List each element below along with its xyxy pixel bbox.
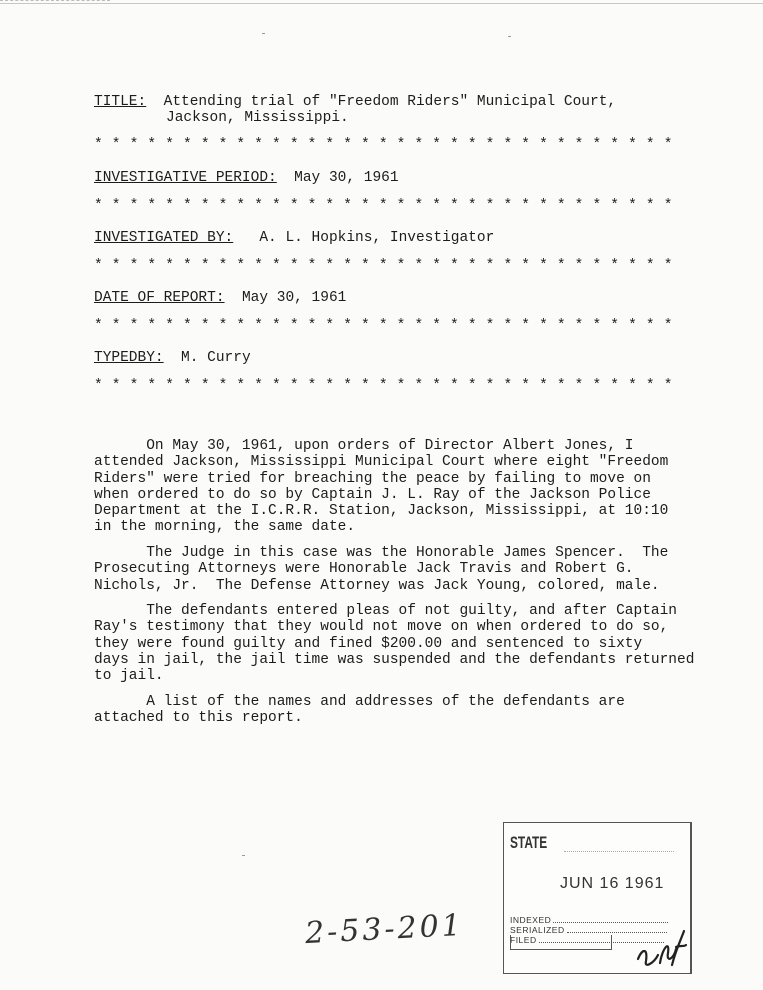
period-row <box>94 170 399 186</box>
title-line-2: Jackson, Mississippi. <box>166 110 349 126</box>
filing-stamp <box>503 822 692 974</box>
separator-4: * * * * * * * * * * * * * * * * * * * * * * * * * * * * * * * * * <box>94 318 673 334</box>
report-date-label: DATE OF REPORT: <box>94 290 225 306</box>
period-value: May 30, 1961 <box>294 170 399 186</box>
stamp-serialized-label: SERIALIZED <box>510 925 565 935</box>
title-line-1: Attending trial of "Freedom Riders" Municipal Court, <box>163 94 617 110</box>
separator-3: * * * * * * * * * * * * * * * * * * * * * * * * * * * * * * * * * <box>94 258 673 274</box>
separator-2: * * * * * * * * * * * * * * * * * * * * * * * * * * * * * * * * * <box>94 198 673 214</box>
separator-1: * * * * * * * * * * * * * * * * * * * * * * * * * * * * * * * * * <box>94 137 673 153</box>
stamp-box <box>510 935 612 950</box>
title-row <box>94 94 616 110</box>
typed-by-row <box>94 350 251 366</box>
title-label: TITLE: <box>94 94 147 110</box>
stamp-title: STATE <box>510 833 548 852</box>
typed-by-label: TYPEDBY: <box>94 350 164 366</box>
stamp-date: JUN 16 1961 <box>560 875 665 892</box>
top-edge-rule <box>0 3 763 4</box>
paragraph-2: The Judge in this case was the Honorable James Spencer. The Prosecuting Attorneys were Honorable Jack Travis and Robert G. Nichols, Jr. The Defense Attorney was Jack Young, colored, male. <box>94 545 669 594</box>
handwritten-initials-icon <box>632 919 688 971</box>
investigator-row <box>94 230 494 246</box>
investigator-label: INVESTIGATED BY: <box>94 230 234 246</box>
paper-speck <box>508 36 511 37</box>
paper-speck <box>242 855 245 856</box>
typed-by-value: M. Curry <box>181 350 251 366</box>
stamp-faint-text <box>564 835 674 852</box>
paragraph-1: On May 30, 1961, upon orders of Director Albert Jones, I attended Jackson, Mississippi Municipal Court where eight "Freedom Riders" were tried for breaching the peace by failing to move on when ordered to do so by Captain J. L. Ray of the Jackson Police Department at the I.C.R.R. Station, Jackson, Mississippi, at 10:10 in the morning, the same date. <box>94 438 669 536</box>
separator-5: * * * * * * * * * * * * * * * * * * * * * * * * * * * * * * * * * <box>94 378 673 394</box>
handwritten-file-number: 2-53-201 <box>304 907 465 952</box>
paragraph-3: The defendants entered pleas of not guilty, and after Captain Ray's testimony that they would not move on when ordered to do so, they were found guilty and fined $200.00 and sentenced to sixty days in jail, the jail time was suspended and the defendants returned to jail. <box>94 603 695 685</box>
investigator-value: A. L. Hopkins, Investigator <box>259 230 495 246</box>
report-date-value: May 30, 1961 <box>241 290 347 306</box>
stamp-indexed-label: INDEXED <box>510 915 552 925</box>
stamp-filed-label: FILED <box>510 935 537 945</box>
period-label: INVESTIGATIVE PERIOD: <box>94 170 277 186</box>
paper-speck <box>262 33 265 34</box>
paragraph-4: A list of the names and addresses of the defendants are attached to this report. <box>94 694 625 727</box>
report-date-row <box>94 290 346 306</box>
